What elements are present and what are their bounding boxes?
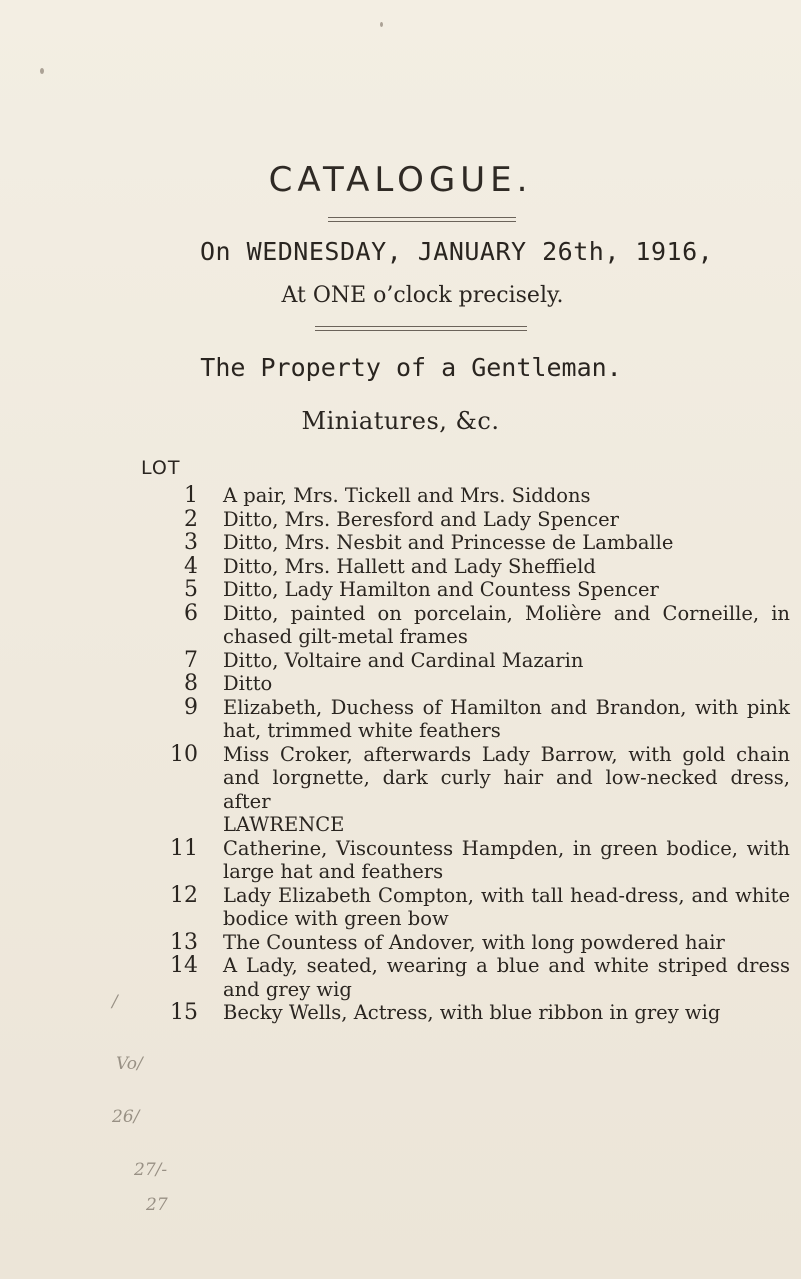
sale-time: At ONE o’clock precisely. [281, 283, 564, 308]
catalogue-title: CATALOGUE. [268, 160, 533, 200]
section-subtitle: Miniatures, &c. [301, 407, 500, 435]
lot-description: Becky Wells, Actress, with blue ribbon in grey wig [223, 1001, 721, 1024]
title-divider [328, 217, 516, 222]
lot-description: Ditto, painted on porcelain, Molière and Corneille, in chased gilt-metal frames [223, 601, 790, 648]
lot-description: Ditto, Mrs. Hallett and Lady Sheffield [223, 554, 596, 578]
lot-description: A pair, Mrs. Tickell and Mrs. Siddons [223, 484, 591, 507]
lot-column-label: LOT [141, 457, 181, 479]
lot-number: 10 [170, 741, 198, 767]
lot-description: Lady Elizabeth Compton, with tall head-dress, and white bodice with green bow [223, 883, 790, 930]
lot-description: The Countess of Andover, with long powdered hair [223, 930, 725, 954]
lot-number: 12 [170, 882, 198, 908]
lot-description: Miss Croker, afterwards Lady Barrow, with gold chain and lorgnette, dark curly hair and low-necked dress, after [223, 742, 790, 813]
pencil-annotation: / [112, 992, 118, 1012]
lot-list [130, 484, 790, 1025]
lot-item [130, 884, 790, 931]
lot-description: Ditto [223, 672, 273, 695]
lot-item [130, 931, 790, 955]
lot-description: Ditto, Voltaire and Cardinal Mazarin [223, 648, 584, 672]
lot-description: Catherine, Viscountess Hampden, in green bodice, with large hat and feathers [223, 836, 790, 883]
paper-speck [40, 68, 44, 74]
lot-number: 14 [170, 953, 198, 978]
lot-number: 11 [170, 835, 198, 861]
lot-item [130, 484, 790, 508]
lot-number: 2 [184, 506, 198, 532]
sale-date: On WEDNESDAY, JANUARY 26th, 1916, [200, 237, 714, 266]
lot-item [130, 555, 790, 579]
lot-number: 9 [184, 694, 198, 720]
lot-number: 13 [170, 929, 198, 955]
lot-item [130, 743, 790, 837]
lot-item [130, 1001, 790, 1025]
date-divider [315, 326, 527, 331]
lot-item [130, 649, 790, 673]
lot-item [130, 837, 790, 884]
lot-item [130, 696, 790, 743]
lot-number: 15 [170, 1000, 198, 1025]
lot-item [130, 578, 790, 602]
lot-description: Ditto, Mrs. Nesbit and Princesse de Lamballe [223, 531, 674, 554]
lot-number: 7 [184, 647, 198, 673]
lot-item [130, 531, 790, 555]
section-title: The Property of a Gentleman. [200, 353, 622, 382]
pencil-annotation: 27/- [134, 1160, 168, 1180]
lot-number: 5 [184, 577, 198, 602]
lot-number: 1 [184, 483, 198, 508]
pencil-annotation: Vo/ [116, 1054, 143, 1074]
lot-artist: LAWRENCE [223, 813, 345, 836]
lot-number: 3 [184, 530, 198, 555]
lot-description: Elizabeth, Duchess of Hamilton and Brandon, with pink hat, trimmed white feathers [223, 695, 790, 742]
lot-description: A Lady, seated, wearing a blue and white striped dress and grey wig [223, 954, 790, 1001]
lot-item [130, 508, 790, 532]
lot-item [130, 954, 790, 1001]
pencil-annotation: 26/ [112, 1107, 140, 1127]
paper-speck [380, 22, 383, 27]
lot-item [130, 602, 790, 649]
lot-description: Ditto, Mrs. Beresford and Lady Spencer [223, 507, 619, 531]
lot-description: Ditto, Lady Hamilton and Countess Spencer [223, 578, 659, 601]
lot-number: 6 [184, 600, 198, 626]
pencil-annotation: 27 [146, 1195, 168, 1215]
lot-number: 8 [184, 671, 198, 696]
lot-item [130, 672, 790, 696]
lot-number: 4 [184, 553, 198, 579]
